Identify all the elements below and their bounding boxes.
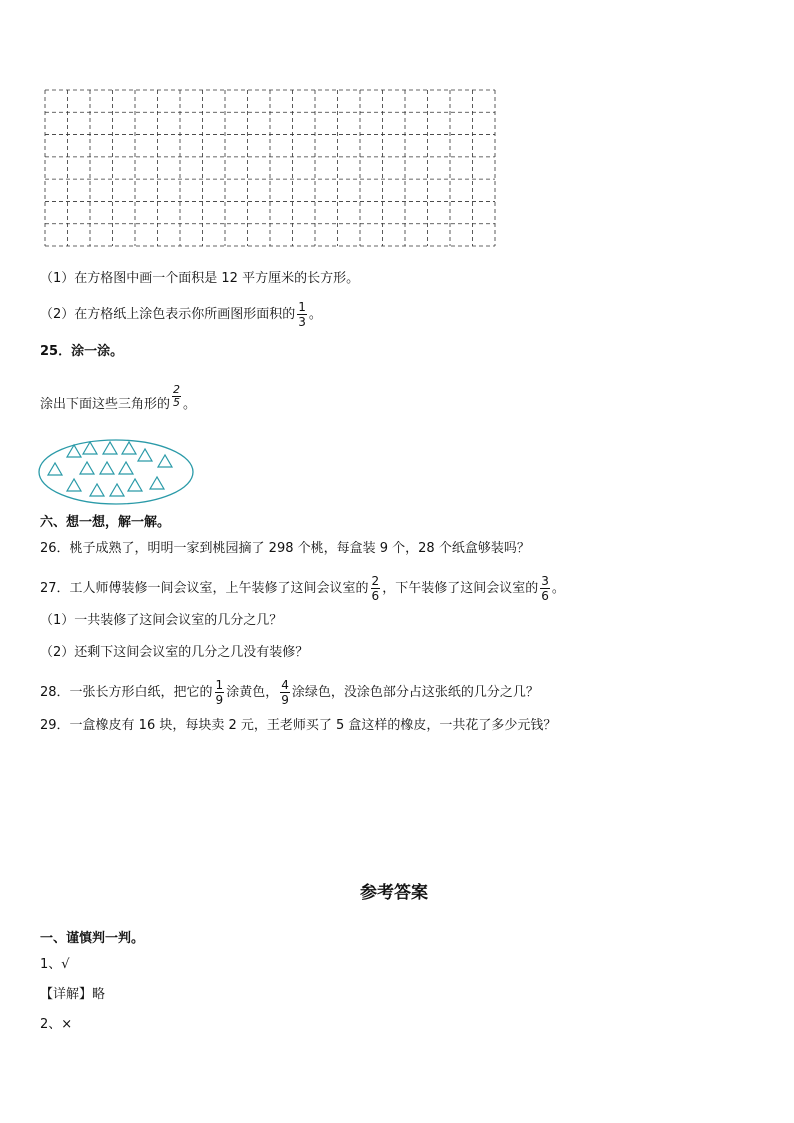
q25-title: 25．涂一涂。 [40,344,124,359]
q25-text [40,384,196,414]
fraction-numerator: 2 [173,383,181,396]
triangle-shape [138,449,152,461]
q24-sub1 [40,270,359,288]
q24-sub2 [40,300,322,329]
answer-1-detail: 【详解】略 [40,987,106,1002]
triangle-shape [158,455,172,467]
q27-middle: ，下午装修了这间会议室的 [382,581,539,596]
q24-sub2-prefix: （2）在方格纸上涂色表示你所画图形面积的 [40,307,296,322]
answer-1: 1、√ [40,957,70,972]
fraction-two-sixths [371,574,381,603]
triangle-shape [128,479,142,491]
triangle-shape [48,463,62,475]
answers-section1: 一、谨慎判一判。 [40,931,145,946]
fraction-denominator: 9 [281,693,289,707]
oval-outline [39,440,193,504]
fraction-denominator: 3 [298,315,306,329]
q27-text [40,574,565,603]
triangle-shape [83,442,97,454]
q24-sub2-suffix: 。 [308,307,322,322]
q27-suffix: 。 [551,581,565,596]
fraction-numerator: 1 [298,300,306,314]
q27-prefix: 27．工人师傅装修一间会议室，上午装修了这间会议室的 [40,581,369,596]
triangle-shape [119,462,133,474]
triangle-shape [80,462,94,474]
q28-prefix: 28．一张长方形白纸，把它的 [40,685,213,700]
fraction-one-ninth [215,678,225,707]
section6-title: 六、想一想，解一解。 [40,515,171,530]
fraction-numerator: 4 [281,678,289,692]
fraction-two-fifths [172,384,181,409]
fraction-numerator: 1 [215,678,224,692]
fraction-numerator: 2 [371,574,380,588]
answers-title: 参考答案 [360,883,428,903]
answer-2: 2、× [40,1017,73,1032]
fraction-denominator: 6 [541,589,549,603]
triangle-shape [103,442,117,454]
triangle-shape [67,479,81,491]
q25-text-suffix: 。 [183,397,197,412]
q24-sub1-text: （1）在方格图中画一个面积是 12 平方厘米的长方形。 [40,271,360,286]
triangle-oval-figure [37,437,195,507]
q25-text-prefix: 涂出下面这些三角形的 [40,397,171,412]
fraction-one-third [297,300,307,329]
fraction-denominator: 6 [371,589,380,603]
q27-sub1: （1）一共装修了这间会议室的几分之几？ [40,613,283,628]
triangle-shape [100,462,114,474]
q28-suffix: 涂绿色，没涂色部分占这张纸的几分之几？ [291,685,539,700]
dashed-grid [44,89,496,247]
fraction-four-ninths [280,678,290,707]
triangle-shape [110,484,124,496]
triangle-shape [150,477,164,489]
q28-middle: 涂黄色， [226,685,279,700]
fraction-denominator: 5 [173,396,181,409]
fraction-denominator: 9 [215,693,224,707]
q26-text: 26．桃子成熟了，明明一家到桃园摘了 298 个桃，每盒装 9 个，28 个纸盒够装吗？ [40,541,530,556]
q27-sub2: （2）还剩下这间会议室的几分之几没有装修？ [40,645,309,660]
triangle-shape [90,484,104,496]
q29-text: 29．一盒橡皮有 16 块，每块卖 2 元，王老师买了 5 盒这样的橡皮，一共花了多少元钱？ [40,718,557,733]
fraction-three-sixths [540,574,550,603]
q28-text [40,678,539,707]
triangle-shape [122,442,136,454]
fraction-numerator: 3 [541,574,549,588]
